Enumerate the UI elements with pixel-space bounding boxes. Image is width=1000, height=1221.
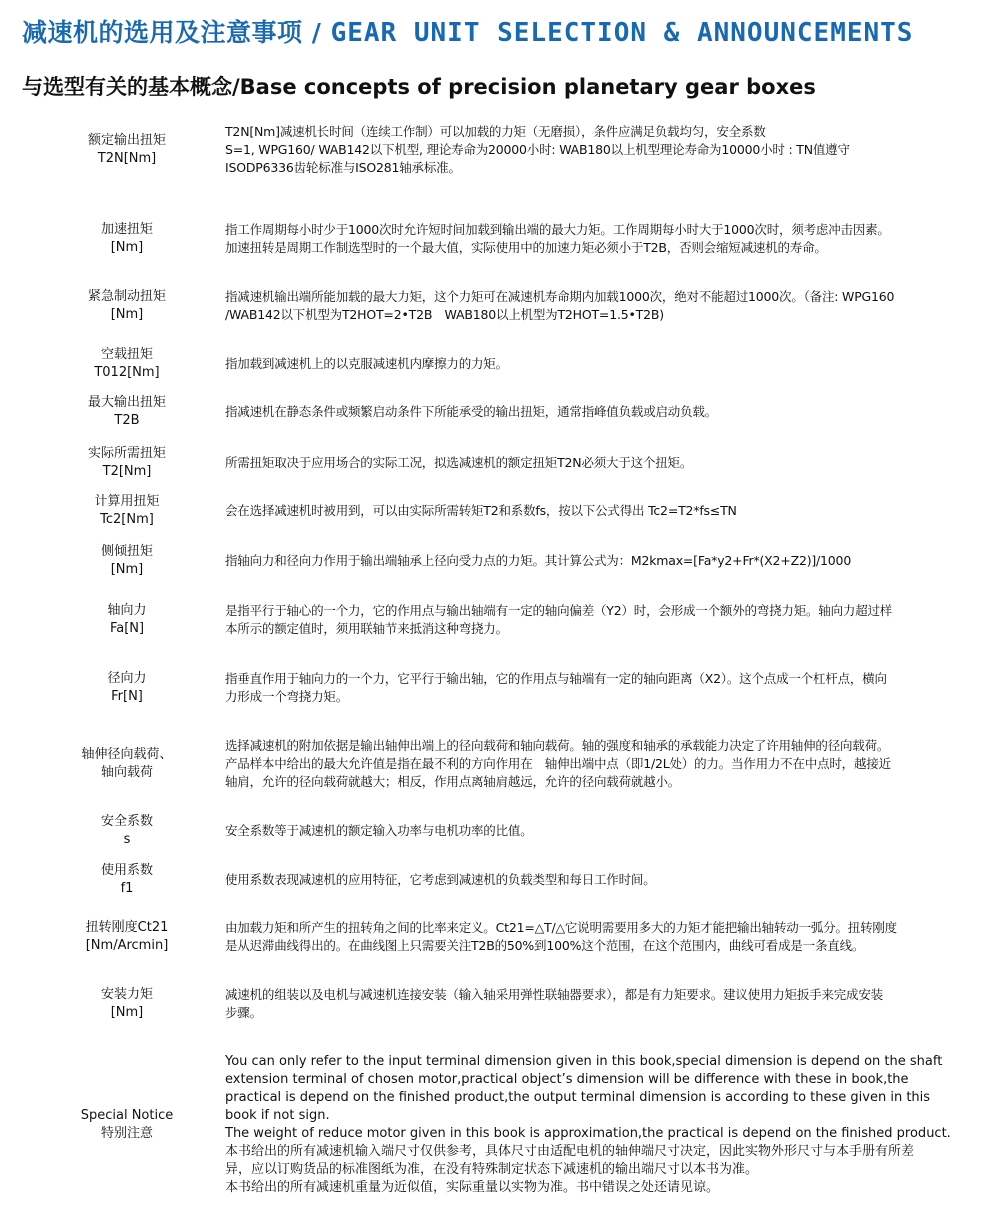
term-name: 紧急制动扭矩 [87, 289, 166, 304]
term-name: 空载扭矩 [100, 347, 153, 362]
description-line: 指减速机在静态条件或频繁启动条件下所能承受的输出扭矩，通常指峰值负载或启动负载。 [225, 404, 718, 419]
title-separator: / [311, 18, 322, 47]
term-label [52, 919, 202, 955]
term-name: 实际所需扭矩 [87, 446, 166, 461]
section-subtitle: 与选型有关的基本概念/Base concepts of precision planetary gear boxes [22, 75, 816, 99]
description-line: extension terminal of chosen motor,practical object’s dimension will be difference with these in book,the [225, 1072, 909, 1087]
title-cn: 减速机的选用及注意事项 [22, 18, 303, 47]
term-name: 额定输出扭矩 [87, 133, 166, 148]
term-name: 径向力 [107, 671, 147, 686]
term-label [52, 862, 202, 898]
term-description [225, 403, 980, 421]
term-description [225, 822, 980, 840]
description-line: The weight of reduce motor given in this book is approximation,the practical is depend on the finished product. [225, 1126, 951, 1141]
term-unit: 特别注意 [100, 1126, 153, 1141]
term-unit: T2N[Nm] [97, 151, 157, 166]
term-description [225, 123, 980, 177]
term-unit: [Nm] [110, 307, 144, 322]
description-line: ISODP6336齿轮标准与ISO281轴承标准。 [225, 160, 461, 175]
description-line: T2N[Nm]减速机长时间（连续工作制）可以加载的力矩（无磨损），条件应满足负载均匀，安全系数 [225, 124, 766, 139]
term-label [52, 746, 202, 782]
term-name: 扭转刚度Ct21 [85, 920, 169, 935]
term-description [225, 871, 980, 889]
term-unit: [Nm/Arcmin] [85, 938, 169, 953]
description-line: 异，应以订购货品的标准图纸为准，在没有特殊制定状态下减速机的输出端尺寸以本书为准。 [225, 1162, 759, 1177]
description-line: 力形成一个弯挠力矩。 [225, 689, 349, 704]
term-unit: T2[Nm] [102, 464, 152, 479]
description-line: You can only refer to the input terminal dimension given in this book,special dimension is depend on the shaft [225, 1054, 943, 1069]
term-unit: [Nm] [110, 240, 144, 255]
term-label [52, 394, 202, 430]
term-name: 轴伸径向载荷、 [81, 747, 173, 762]
description-line: /WAB142以下机型为T2HOT=2•T2B WAB180以上机型为T2HOT=1.5•T2B) [225, 307, 664, 322]
description-line: 由加载力矩和所产生的扭转角之间的比率来定义。Ct21=△T/△它说明需要用多大的力矩才能把输出轴转动一弧分。扭转刚度 [225, 920, 897, 935]
term-name: 侧倾扭矩 [100, 544, 153, 559]
term-unit: T012[Nm] [94, 365, 160, 380]
term-name: 加速扭矩 [100, 222, 153, 237]
title-en: GEAR UNIT SELECTION & ANNOUNCEMENTS [330, 18, 914, 48]
term-label [52, 221, 202, 257]
term-name: 使用系数 [100, 863, 153, 878]
term-unit: Tc2[Nm] [100, 512, 154, 527]
term-description [225, 602, 980, 638]
term-description [225, 670, 980, 706]
term-name: 轴向力 [107, 603, 147, 618]
term-unit: [Nm] [110, 562, 144, 577]
description-line: practical is depend on the finished product,the output terminal dimension is according to these given in this [225, 1090, 931, 1105]
term-name: 计算用扭矩 [94, 494, 160, 509]
term-name: Special Notice [80, 1108, 174, 1123]
description-line: 使用系数表现减速机的应用特征，它考虑到减速机的负载类型和每日工作时间。 [225, 872, 656, 887]
description-line: 是从迟滞曲线得出的。在曲线图上只需要关注T2B的50%到100%这个范围，在这个范围内，曲线可看成是一条直线。 [225, 938, 865, 953]
term-name: 安装力矩 [100, 987, 153, 1002]
description-line: book if not sign. [225, 1108, 330, 1123]
term-unit: Fr[N] [111, 689, 143, 704]
description-line: 产品样本中给出的最大允许值是指在最不利的方向作用在 轴伸出端中点（即1/2L处）的力。当作用力不在中点时，越接近 [225, 756, 891, 771]
term-description [225, 919, 980, 955]
term-description [225, 288, 980, 324]
term-label [52, 288, 202, 324]
term-unit: Fa[N] [109, 621, 145, 636]
term-unit: s [123, 832, 131, 847]
term-description [225, 737, 980, 791]
description-line: 是指平行于轴心的一个力，它的作用点与输出轴端有一定的轴向偏差（Y2）时，会形成一个额外的弯挠力矩。轴向力超过样 [225, 603, 893, 618]
description-line: 轴肩，允许的径向载荷就越大；相反，作用点离轴肩越远，允许的径向载荷就越小。 [225, 774, 681, 789]
description-line: 指垂直作用于轴向力的一个力，它平行于输出轴，它的作用点与轴端有一定的轴向距离（X2）。这个点成一个杠杆点，横向 [225, 671, 887, 686]
term-name: 最大输出扭矩 [87, 395, 166, 410]
term-label [52, 813, 202, 849]
term-label [52, 670, 202, 706]
description-line: 指加载到减速机上的以克服减速机内摩擦力的力矩。 [225, 356, 508, 371]
description-line: 本书给出的所有减速机重量为近似值，实际重量以实物为准。书中错误之处还请见谅。 [225, 1180, 720, 1195]
description-line: 减速机的组装以及电机与减速机连接安装（输入轴采用弹性联轴器要求），都是有力矩要求。建议使用力矩扳手来完成安装 [225, 987, 883, 1002]
term-label [52, 132, 202, 168]
description-line: 加速扭转是周期工作制选型时的一个最大值，实际使用中的加速力矩必须小于T2B，否则会缩短减速机的寿命。 [225, 240, 827, 255]
term-label [52, 986, 202, 1022]
term-label [52, 1107, 202, 1143]
term-description [225, 355, 980, 373]
description-line: 本书给出的所有减速机输入端尺寸仅供参考，具体尺寸由适配电机的轴伸端尺寸决定，因此实物外形尺寸与本手册有所差 [225, 1144, 915, 1159]
description-line: 安全系数等于减速机的额定输入功率与电机功率的比值。 [225, 823, 533, 838]
special-notice-text [225, 1053, 980, 1197]
term-label [52, 543, 202, 579]
description-line: S=1, WPG160/ WAB142以下机型, 理论寿命为20000小时: WAB180以上机型理论寿命为10000小时 : TN值遵守 [225, 142, 850, 157]
description-line: 步骤。 [225, 1005, 262, 1020]
description-line: 指减速机输出端所能加载的最大力矩，这个力矩可在减速机寿命期内加载1000次，绝对不能超过1000次。（备注: WPG160 [225, 289, 895, 304]
term-label [52, 602, 202, 638]
term-description [225, 454, 980, 472]
term-description [225, 221, 980, 257]
term-unit: f1 [120, 881, 134, 896]
term-name: 安全系数 [100, 814, 153, 829]
term-label [52, 346, 202, 382]
description-line: 选择减速机的附加依据是输出轴伸出端上的径向载荷和轴向载荷。轴的强度和轴承的承载能力决定了许用轴伸的径向载荷。 [225, 738, 890, 753]
description-line: 会在选择减速机时被用到，可以由实际所需转矩T2和系数fs，按以下公式得出 Tc2=T2*fs≤TN [225, 503, 737, 518]
term-unit: 轴向载荷 [100, 765, 153, 780]
description-line: 指工作周期每小时少于1000次时允许短时间加载到输出端的最大力矩。工作周期每小时大于1000次时，须考虑冲击因素。 [225, 222, 890, 237]
term-description [225, 986, 980, 1022]
term-unit: T2B [114, 413, 140, 428]
description-line: 所需扭矩取决于应用场合的实际工况，拟选减速机的额定扭矩T2N必须大于这个扭矩。 [225, 455, 693, 470]
description-line: 指轴向力和径向力作用于输出端轴承上径向受力点的力矩。其计算公式为：M2kmax=[Fa*y2+Fr*(X2+Z2)]/1000 [225, 553, 852, 568]
term-label [52, 445, 202, 481]
description-line: 本所示的额定值时，须用联轴节来抵消这种弯挠力。 [225, 621, 508, 636]
term-description [225, 552, 980, 570]
page-title [22, 15, 913, 51]
term-description [225, 502, 980, 520]
term-label [52, 493, 202, 529]
term-unit: [Nm] [110, 1005, 144, 1020]
